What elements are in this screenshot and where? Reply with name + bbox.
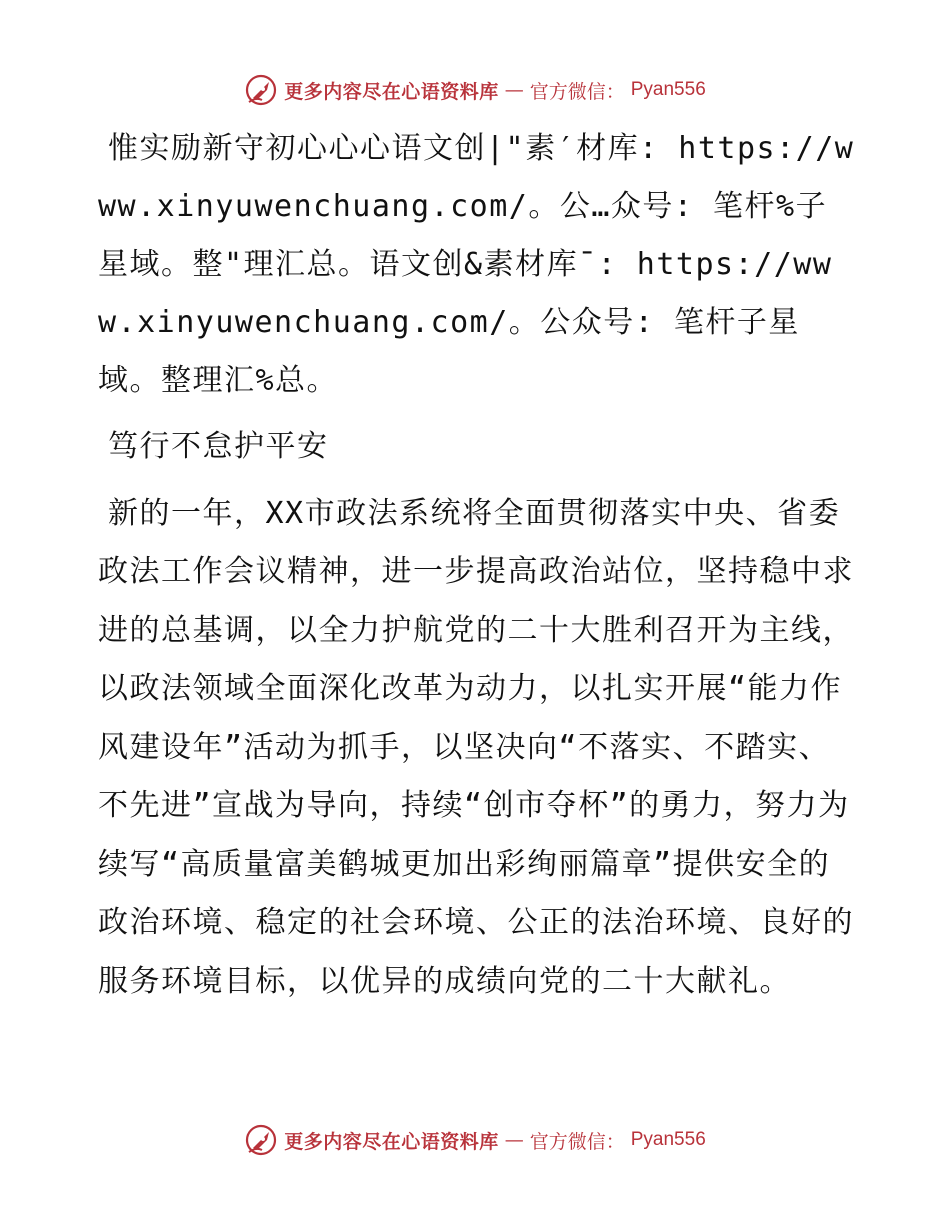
banner-wechat-label: 官方微信： — [529, 80, 625, 103]
banner-wechat-id: Pyan556 — [630, 79, 706, 100]
banner-dash: — — [504, 79, 524, 101]
section-heading: 笃行不怠护平安 — [108, 429, 329, 464]
pen-nib-seal-icon — [244, 73, 278, 107]
banner-wechat-label: 官方微信： — [529, 1130, 625, 1153]
banner-wechat-id: Pyan556 — [630, 1129, 706, 1150]
banner-content — [244, 1123, 706, 1157]
intro-paragraph: 惟实励新守初心心心语文创|"素′材库: https://www.xinyuwenchuang.com/。公…众号: 笔杆%子星域。整"理汇总。语文创&素材库¯: https://www.xinyuwenchuang.com/。公众号: 笔杆子星域。整理汇%总。 — [98, 131, 855, 398]
footer-watermark-banner — [0, 1120, 950, 1160]
header-watermark-banner — [0, 70, 950, 110]
document-body — [98, 120, 858, 1011]
banner-content — [244, 73, 706, 107]
body-paragraph: 新的一年，XX市政法系统将全面贯彻落实中央、省委政法工作会议精神，进一步提高政治站位，坚持稳中求进的总基调，以全力护航党的二十大胜利召开为主线，以政法领域全面深化改革为动力，以扎实开展“能力作风建设年”活动为抓手，以坚决向“不落实、不踏实、不先进”宣战为导向，持续“创市夺杯”的勇力，努力为续写“高质量富美鹤城更加出彩绚丽篇章”提供安全的政治环境、稳定的社会环境、公正的法治环境、良好的服务环境目标，以优异的成绩向党的二十大献礼。 — [98, 495, 854, 999]
banner-dash: — — [504, 1129, 524, 1151]
pen-nib-seal-icon — [244, 1123, 278, 1157]
banner-site-name: 更多内容尽在心语资料库 — [284, 80, 499, 103]
banner-site-name: 更多内容尽在心语资料库 — [284, 1130, 499, 1153]
